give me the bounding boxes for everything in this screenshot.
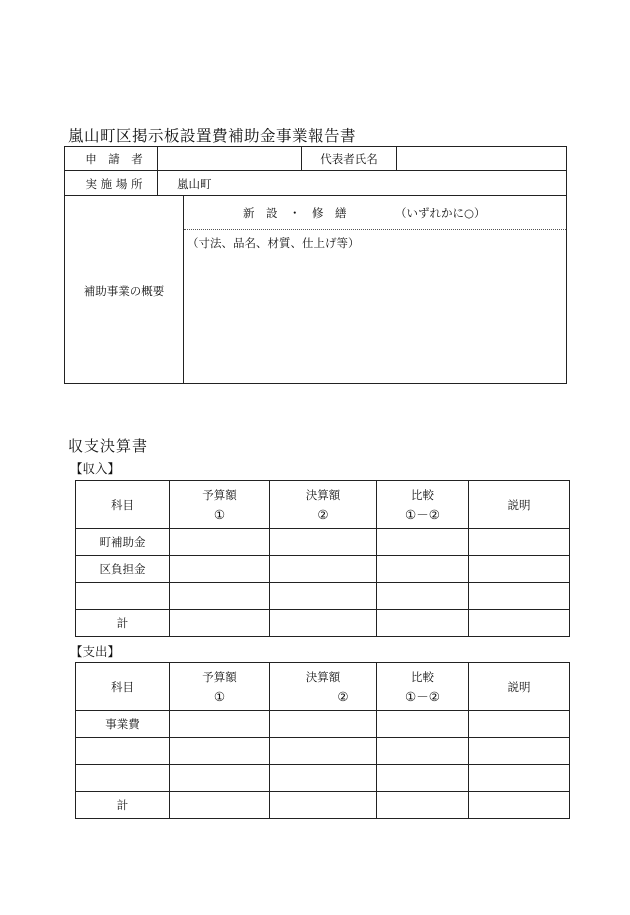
income-heading: 【収入】 bbox=[70, 461, 121, 476]
representative-field[interactable] bbox=[397, 147, 566, 170]
expense-heading: 【支出】 bbox=[70, 644, 121, 659]
settled-cell[interactable] bbox=[270, 583, 377, 610]
details-hint: （寸法、品名、材質、仕上げ等） bbox=[187, 236, 360, 250]
representative-label: 代表者氏名 bbox=[320, 152, 378, 166]
row-item[interactable] bbox=[76, 765, 170, 792]
row-item[interactable] bbox=[76, 583, 170, 610]
settled-cell[interactable] bbox=[270, 711, 377, 738]
compare-cell[interactable] bbox=[377, 765, 469, 792]
note-cell[interactable] bbox=[469, 792, 570, 819]
col-divider bbox=[157, 170, 158, 195]
col-header-settled: 決算額 ② bbox=[270, 663, 377, 711]
table-row bbox=[76, 583, 570, 610]
settled-cell[interactable] bbox=[270, 765, 377, 792]
budget-cell[interactable] bbox=[170, 792, 270, 819]
col-header-note: 説明 bbox=[469, 663, 570, 711]
compare-cell[interactable] bbox=[377, 583, 469, 610]
compare-cell[interactable] bbox=[377, 529, 469, 556]
col-header-settled: 決算額 ② bbox=[270, 481, 377, 529]
settled-cell[interactable] bbox=[270, 738, 377, 765]
budget-cell[interactable] bbox=[170, 583, 270, 610]
type-options: 新 設 ・ 修 繕 bbox=[243, 206, 347, 220]
compare-cell[interactable] bbox=[377, 610, 469, 637]
budget-cell[interactable] bbox=[170, 529, 270, 556]
dotted-divider bbox=[184, 229, 566, 230]
col-header-compare: 比較 ①－② bbox=[377, 481, 469, 529]
applicant-field[interactable] bbox=[158, 147, 301, 170]
note-cell[interactable] bbox=[469, 583, 570, 610]
document-title: 嵐山町区掲示板設置費補助金事業報告書 bbox=[68, 127, 357, 145]
income-header-row bbox=[76, 481, 570, 529]
location-label: 実 施 場 所 bbox=[85, 177, 143, 191]
col-header-item: 科目 bbox=[76, 481, 170, 529]
settled-cell[interactable] bbox=[270, 529, 377, 556]
table-row bbox=[76, 765, 570, 792]
row-item: 計 bbox=[76, 610, 170, 637]
compare-cell[interactable] bbox=[377, 711, 469, 738]
compare-cell[interactable] bbox=[377, 556, 469, 583]
col-header-budget: 予算額 ① bbox=[170, 663, 270, 711]
income-table bbox=[75, 480, 570, 637]
budget-cell[interactable] bbox=[170, 711, 270, 738]
table-row bbox=[76, 711, 570, 738]
note-cell[interactable] bbox=[469, 711, 570, 738]
budget-cell[interactable] bbox=[170, 765, 270, 792]
type-instruction: （いずれかに○） bbox=[395, 206, 486, 220]
total-row bbox=[76, 610, 570, 637]
expense-table bbox=[75, 662, 570, 819]
budget-cell[interactable] bbox=[170, 610, 270, 637]
col-header-item: 科目 bbox=[76, 663, 170, 711]
location-field[interactable]: 嵐山町 bbox=[177, 177, 212, 191]
row-item[interactable] bbox=[76, 738, 170, 765]
budget-cell[interactable] bbox=[170, 738, 270, 765]
budget-cell[interactable] bbox=[170, 556, 270, 583]
row-item: 事業費 bbox=[76, 711, 170, 738]
table-row bbox=[76, 738, 570, 765]
row-item: 町補助金 bbox=[76, 529, 170, 556]
settled-cell[interactable] bbox=[270, 792, 377, 819]
settled-cell[interactable] bbox=[270, 610, 377, 637]
summary-label: 補助事業の概要 bbox=[83, 284, 165, 298]
note-cell[interactable] bbox=[469, 610, 570, 637]
note-cell[interactable] bbox=[469, 765, 570, 792]
col-header-compare: 比較 ①－② bbox=[377, 663, 469, 711]
col-header-note: 説明 bbox=[469, 481, 570, 529]
col-header-budget: 予算額 ① bbox=[170, 481, 270, 529]
row-divider bbox=[65, 195, 566, 196]
note-cell[interactable] bbox=[469, 529, 570, 556]
compare-cell[interactable] bbox=[377, 738, 469, 765]
settled-cell[interactable] bbox=[270, 556, 377, 583]
compare-cell[interactable] bbox=[377, 792, 469, 819]
expense-header-row bbox=[76, 663, 570, 711]
settlement-title: 収支決算書 bbox=[68, 437, 149, 455]
row-divider bbox=[65, 170, 566, 171]
note-cell[interactable] bbox=[469, 556, 570, 583]
row-item: 区負担金 bbox=[76, 556, 170, 583]
row-item: 計 bbox=[76, 792, 170, 819]
applicant-label: 申 請 者 bbox=[85, 152, 143, 166]
col-divider bbox=[183, 195, 184, 383]
table-row bbox=[76, 556, 570, 583]
total-row bbox=[76, 792, 570, 819]
note-cell[interactable] bbox=[469, 738, 570, 765]
report-form bbox=[64, 146, 567, 384]
table-row bbox=[76, 529, 570, 556]
